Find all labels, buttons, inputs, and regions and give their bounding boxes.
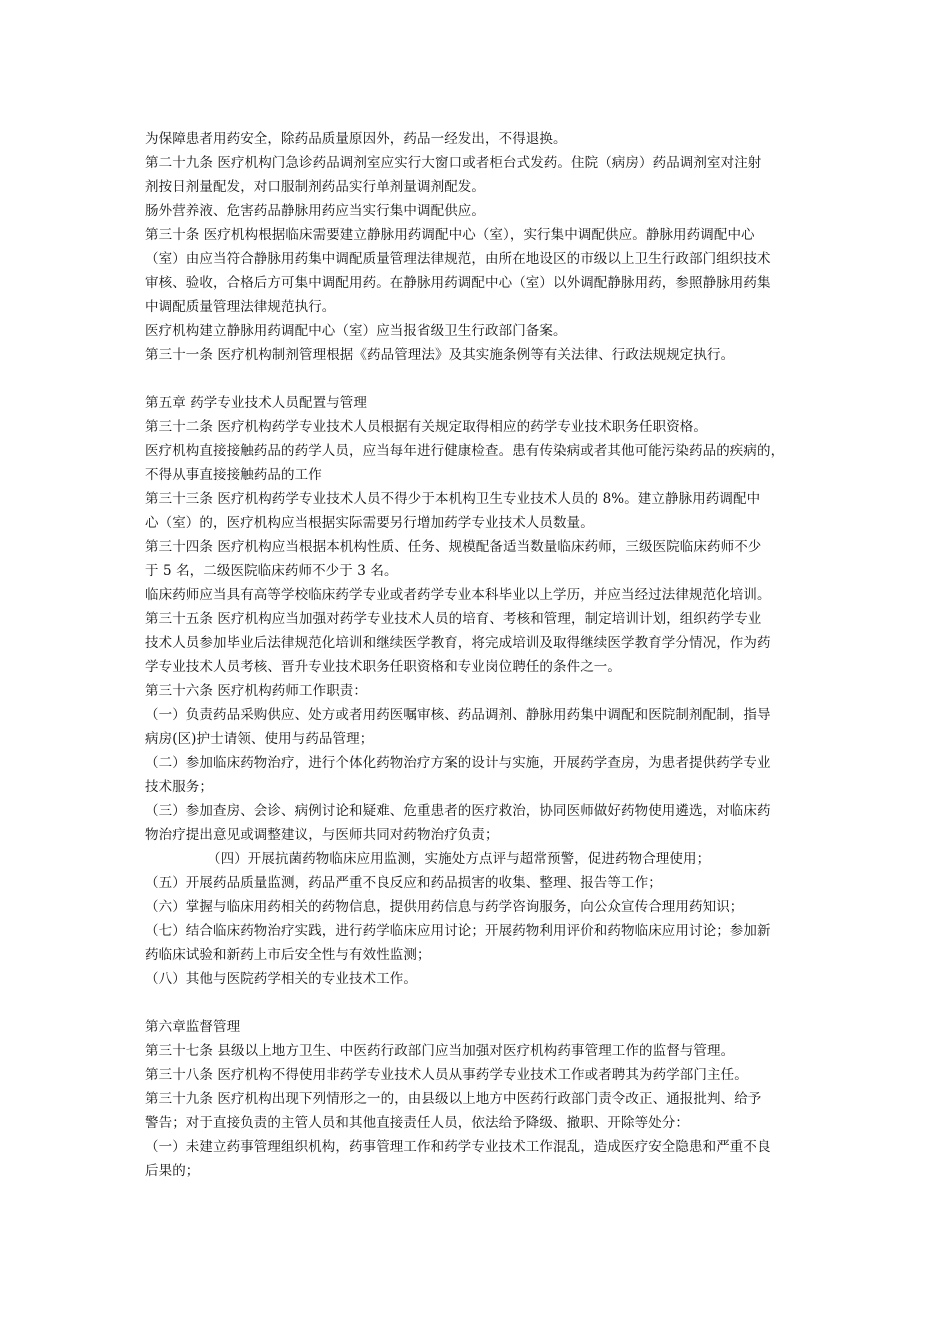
text-line: （室）由应当符合静脉用药集中调配质量管理法律规范，由所在地设区的市级以上卫生行政部门组织技术	[145, 251, 771, 267]
article-34-line: 第三十四条 医疗机构应当根据本机构性质、任务、规模配备适当数量临床药师，三级医院临床药师不少	[145, 539, 762, 555]
text-line: 不得从事直接接触药品的工作	[145, 467, 322, 483]
text-line: 为保障患者用药安全，除药品质量原因外，药品一经发出，不得退换。	[145, 131, 567, 147]
text-line: 后果的；	[145, 1163, 200, 1179]
duty-item-1: （一）负责药品采购供应、处方或者用药医嘱审核、药品调剂、静脉用药集中调配和医院制剂配制，指导	[145, 707, 771, 723]
duty-item-6: （六）掌握与临床用药相关的药物信息，提供用药信息与药学咨询服务，向公众宣传合理用药知识；	[145, 899, 744, 915]
chapter-5-heading: 第五章 药学专业技术人员配置与管理	[145, 395, 367, 411]
text-line: 审核、验收，合格后方可集中调配用药。在静脉用药调配中心（室）以外调配静脉用药，参照静脉用药集	[145, 275, 771, 291]
duty-item-7: （七）结合临床药物治疗实践，进行药学临床应用讨论；开展药物利用评价和药物临床应用讨论；参加新	[145, 923, 771, 939]
article-29-line: 第二十九条 医疗机构门急诊药品调剂室应实行大窗口或者柜台式发药。住院（病房）药品调剂室对注射	[145, 155, 762, 171]
article-36-line: 第三十六条 医疗机构药师工作职责：	[145, 683, 367, 699]
text-line: 技术服务；	[145, 779, 213, 795]
blank-line	[145, 991, 825, 1015]
article-32-line: 第三十二条 医疗机构药学专业技术人员根据有关规定取得相应的药学专业技术职务任职资格。	[145, 419, 707, 435]
duty-item-3: （三）参加查房、会诊、病例讨论和疑难、危重患者的医疗救治，协同医师做好药物使用遴选，对临床药	[145, 803, 771, 819]
blank-line	[145, 367, 825, 391]
text-line: 药临床试验和新药上市后安全性与有效性监测；	[145, 947, 431, 963]
text-line: 技术人员参加毕业后法律规范化培训和继续医学教育，将完成培训及取得继续医学教育学分情况，作为药	[145, 635, 771, 651]
text-line: 病房(区)护士请领、使用与药品管理；	[145, 731, 374, 747]
article-37-line: 第三十七条 县级以上地方卫生、中医药行政部门应当加强对医疗机构药事管理工作的监督与管理。	[145, 1043, 735, 1059]
text-line: 学专业技术人员考核、晋升专业技术职务任职资格和专业岗位聘任的条件之一。	[145, 659, 621, 675]
duty-item-8: （八）其他与医院药学相关的专业技术工作。	[145, 971, 417, 987]
text-line: 医疗机构直接接触药品的药学人员，应当每年进行健康检查。患有传染病或者其他可能污染药品的疾病的，	[145, 443, 785, 459]
text-line: 物治疗提出意见或调整建议，与医师共同对药物治疗负责；	[145, 827, 499, 843]
duty-item-2: （二）参加临床药物治疗，进行个体化药物治疗方案的设计与实施，开展药学查房，为患者提供药学专业	[145, 755, 771, 771]
text-line: 剂按日剂量配发，对口服制剂药品实行单剂量调剂配发。	[145, 179, 485, 195]
article-33-line: 第三十三条 医疗机构药学专业技术人员不得少于本机构卫生专业技术人员的 8%。建立静脉用药调配中	[145, 491, 761, 507]
chapter-6-heading: 第六章监督管理	[145, 1019, 241, 1035]
article-39-line: 第三十九条 医疗机构出现下列情形之一的，由县级以上地方中医药行政部门责令改正、通报批判、给予	[145, 1091, 762, 1107]
article-38-line: 第三十八条 医疗机构不得使用非药学专业技术人员从事药学专业技术工作或者聘其为药学部门主任。	[145, 1067, 748, 1083]
article-35-line: 第三十五条 医疗机构应当加强对药学专业技术人员的培育、考核和管理，制定培训计划，组织药学专业	[145, 611, 762, 627]
violation-item-1: （一）未建立药事管理组织机构，药事管理工作和药学专业技术工作混乱，造成医疗安全隐患和严重不良	[145, 1139, 771, 1155]
text-line: 警告；对于直接负责的主管人员和其他直接责任人员，依法给予降级、撤职、开除等处分：	[145, 1115, 689, 1131]
text-line: 肠外营养液、危害药品静脉用药应当实行集中调配供应。	[145, 203, 485, 219]
text-line: 临床药师应当具有高等学校临床药学专业或者药学专业本科毕业以上学历，并应当经过法律规范化培训。	[145, 587, 771, 603]
text-line: 于 5 名，二级医院临床药师不少于 3 名。	[145, 563, 398, 579]
article-31-line: 第三十一条 医疗机构制剂管理根据《药品管理法》及其实施条例等有关法律、行政法规规定执行。	[145, 347, 735, 363]
document-page	[145, 127, 825, 1183]
text-line: 心（室）的，医疗机构应当根据实际需要另行增加药学专业技术人员数量。	[145, 515, 594, 531]
article-30-line: 第三十条 医疗机构根据临床需要建立静脉用药调配中心（室），实行集中调配供应。静脉用药调配中心	[145, 227, 755, 243]
text-line: 中调配质量管理法律规范执行。	[145, 299, 336, 315]
duty-item-5: （五）开展药品质量监测，药品严重不良反应和药品损害的收集、整理、报告等工作；	[145, 875, 662, 891]
duty-item-4: （四）开展抗菌药物临床应用监测，实施处方点评与超常预警，促进药物合理使用；	[207, 851, 711, 867]
text-line: 医疗机构建立静脉用药调配中心（室）应当报省级卫生行政部门备案。	[145, 323, 567, 339]
